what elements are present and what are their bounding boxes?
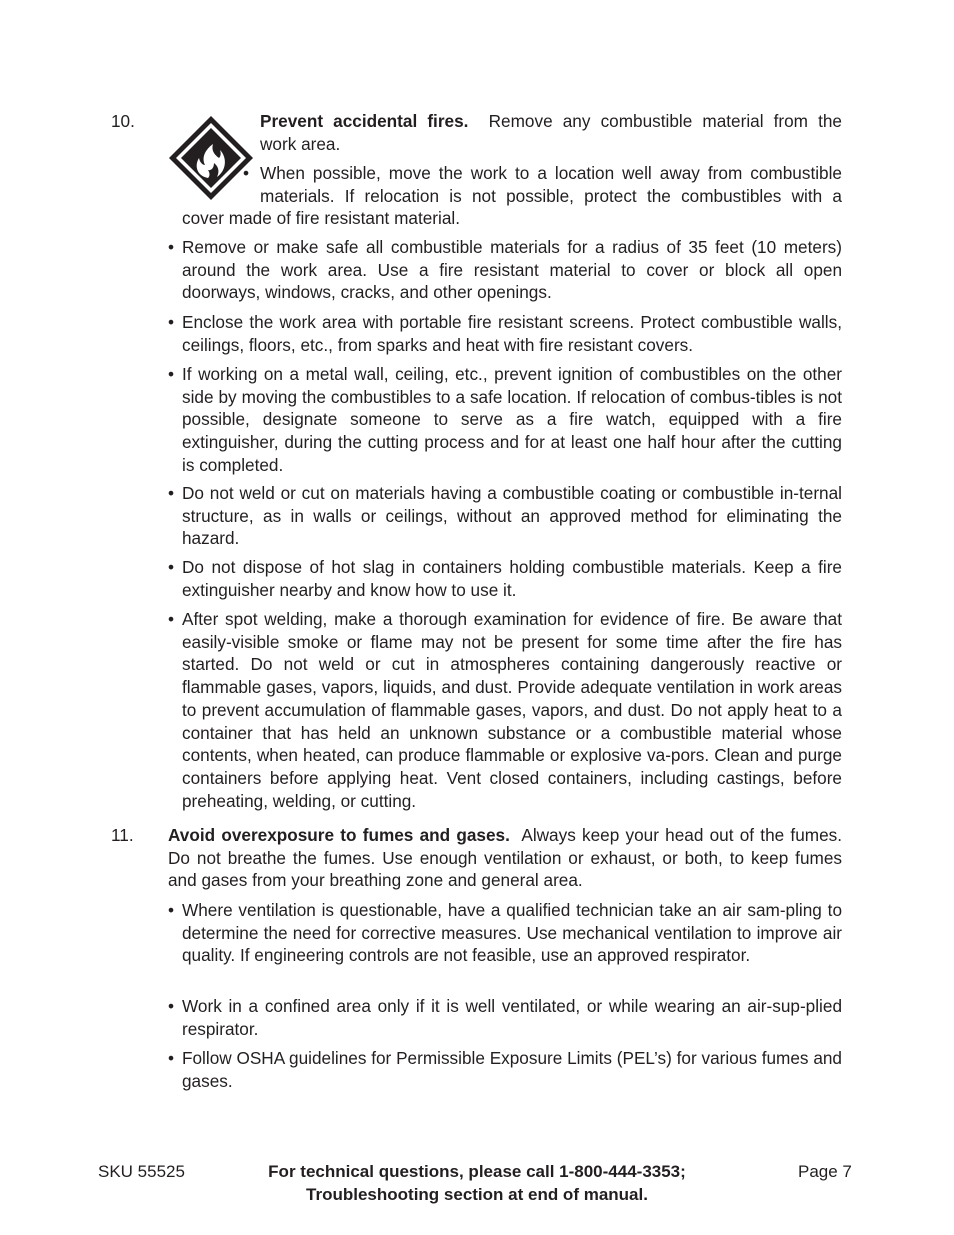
item-10-number: 10. — [111, 111, 135, 131]
bullet-dot: • — [168, 312, 175, 332]
bullet-dot: • — [168, 609, 175, 629]
item-10-first-bullet-line1: When possible, move the work to a location well away from combustible — [260, 163, 842, 183]
bullet-dot: • — [168, 1048, 175, 1068]
bullet-dot: • — [168, 557, 175, 577]
list-item — [168, 1047, 842, 1092]
bullet-dot: • — [168, 483, 175, 503]
list-item-text: Do not dispose of hot slag in containers holding combustible materials. Keep a fire extinguisher nearby and know how to use it. — [182, 557, 842, 600]
item-10-first-bullet-line2: materials. If relocation is not possible, protect the combustibles with a — [260, 185, 842, 206]
item-11-body: Always keep your head out of the fumes. Do not breathe the fumes. Use enough ventilation or exhaust, or both, to keep fumes and gases from your breathing zone and general area. — [168, 825, 842, 891]
list-item-text: Remove or make safe all combustible materials for a radius of 35 feet (10 meters) around the work area. Use a fire resistant material to cover or block all open doorways, windows, cracks, and other openings. — [182, 237, 842, 303]
bullet-dot: • — [168, 900, 175, 920]
list-item — [168, 608, 842, 812]
list-item-text: Do not weld or cut on materials having a combustible coating or combustible in-ternal structure, as in walls or ceilings, without an approved method for eliminating the hazard. — [182, 483, 842, 549]
item-10-heading: Prevent accidental fires. — [260, 111, 469, 131]
item-10-first-bullet — [260, 162, 842, 207]
item-10-intro-line1: Remove any combustible material from the — [488, 111, 842, 131]
fire-hazard-icon — [167, 114, 255, 202]
list-item — [168, 995, 842, 1040]
list-item-text: Where ventilation is questionable, have a qualified technician take an air sam-pling to determine the need for corrective measures. Use mechanical ventilation to improve air quality. If engineering controls are not feasible, use an approved respirator. — [182, 900, 842, 966]
list-item — [168, 363, 842, 477]
item-11-heading: Avoid overexposure to fumes and gases. — [168, 825, 510, 845]
list-item-text: Enclose the work area with portable fire resistant screens. Protect combustible walls, ceilings, floors, etc., from sparks and heat with fire resistant covers. — [182, 312, 842, 355]
item-10-intro-line2: work area. — [260, 133, 341, 154]
item-10-intro — [260, 110, 842, 155]
list-item-text: After spot welding, make a thorough examination for evidence of fire. Be aware that easily-visible smoke or flame may not be present for some time after the fire has started. Do not weld or cut in atmospheres containing dangerously reactive or flammable gases, vapors, liquids, and dust. Provide adequate ventilation in work areas to prevent accumulation of flammable gases, vapors, and dust. Do not apply heat to a container that has held an unknown substance or a combustible material whose contents, when heated, can produce flammable or explosive va-pors. Clean and purge containers before applying heat. Vent closed containers, including castings, before preheating, welding, or cutting. — [182, 609, 842, 811]
footer-support-line2: Troubleshooting section at end of manual. — [306, 1185, 648, 1204]
list-item — [168, 482, 842, 550]
list-item-text: Follow OSHA guidelines for Permissible Exposure Limits (PEL’s) for various fumes and gases. — [182, 1048, 842, 1091]
bullet-dot: • — [243, 163, 250, 183]
footer-support-line1: For technical questions, please call 1-800-444-3353; — [268, 1162, 686, 1181]
bullet-dot: • — [168, 237, 175, 257]
list-item-text: If working on a metal wall, ceiling, etc., prevent ignition of combustibles on the other side by moving the combustibles to a safe location. If relocation of combus-tibles is not possible, designate someone to serve as a fire watch, equipped with a fire extinguisher, during the cutting process and for at least one half hour after the cutting is completed. — [182, 364, 842, 475]
list-item — [168, 556, 842, 601]
bullet-dot: • — [168, 996, 175, 1016]
item-10-first-bullet-line3: cover made of fire resistant material. — [182, 208, 460, 228]
footer-page-number: Page 7 — [798, 1162, 852, 1181]
footer-sku: SKU 55525 — [98, 1162, 185, 1181]
list-item — [168, 311, 842, 356]
list-item — [168, 236, 842, 304]
footer-support — [227, 1160, 727, 1206]
bullet-dot: • — [168, 364, 175, 384]
list-item — [168, 899, 842, 967]
item-11-number: 11. — [111, 825, 134, 845]
list-item-text: Work in a confined area only if it is well ventilated, or while wearing an air-sup-plied respirator. — [182, 996, 842, 1039]
item-11-paragraph — [168, 824, 842, 892]
